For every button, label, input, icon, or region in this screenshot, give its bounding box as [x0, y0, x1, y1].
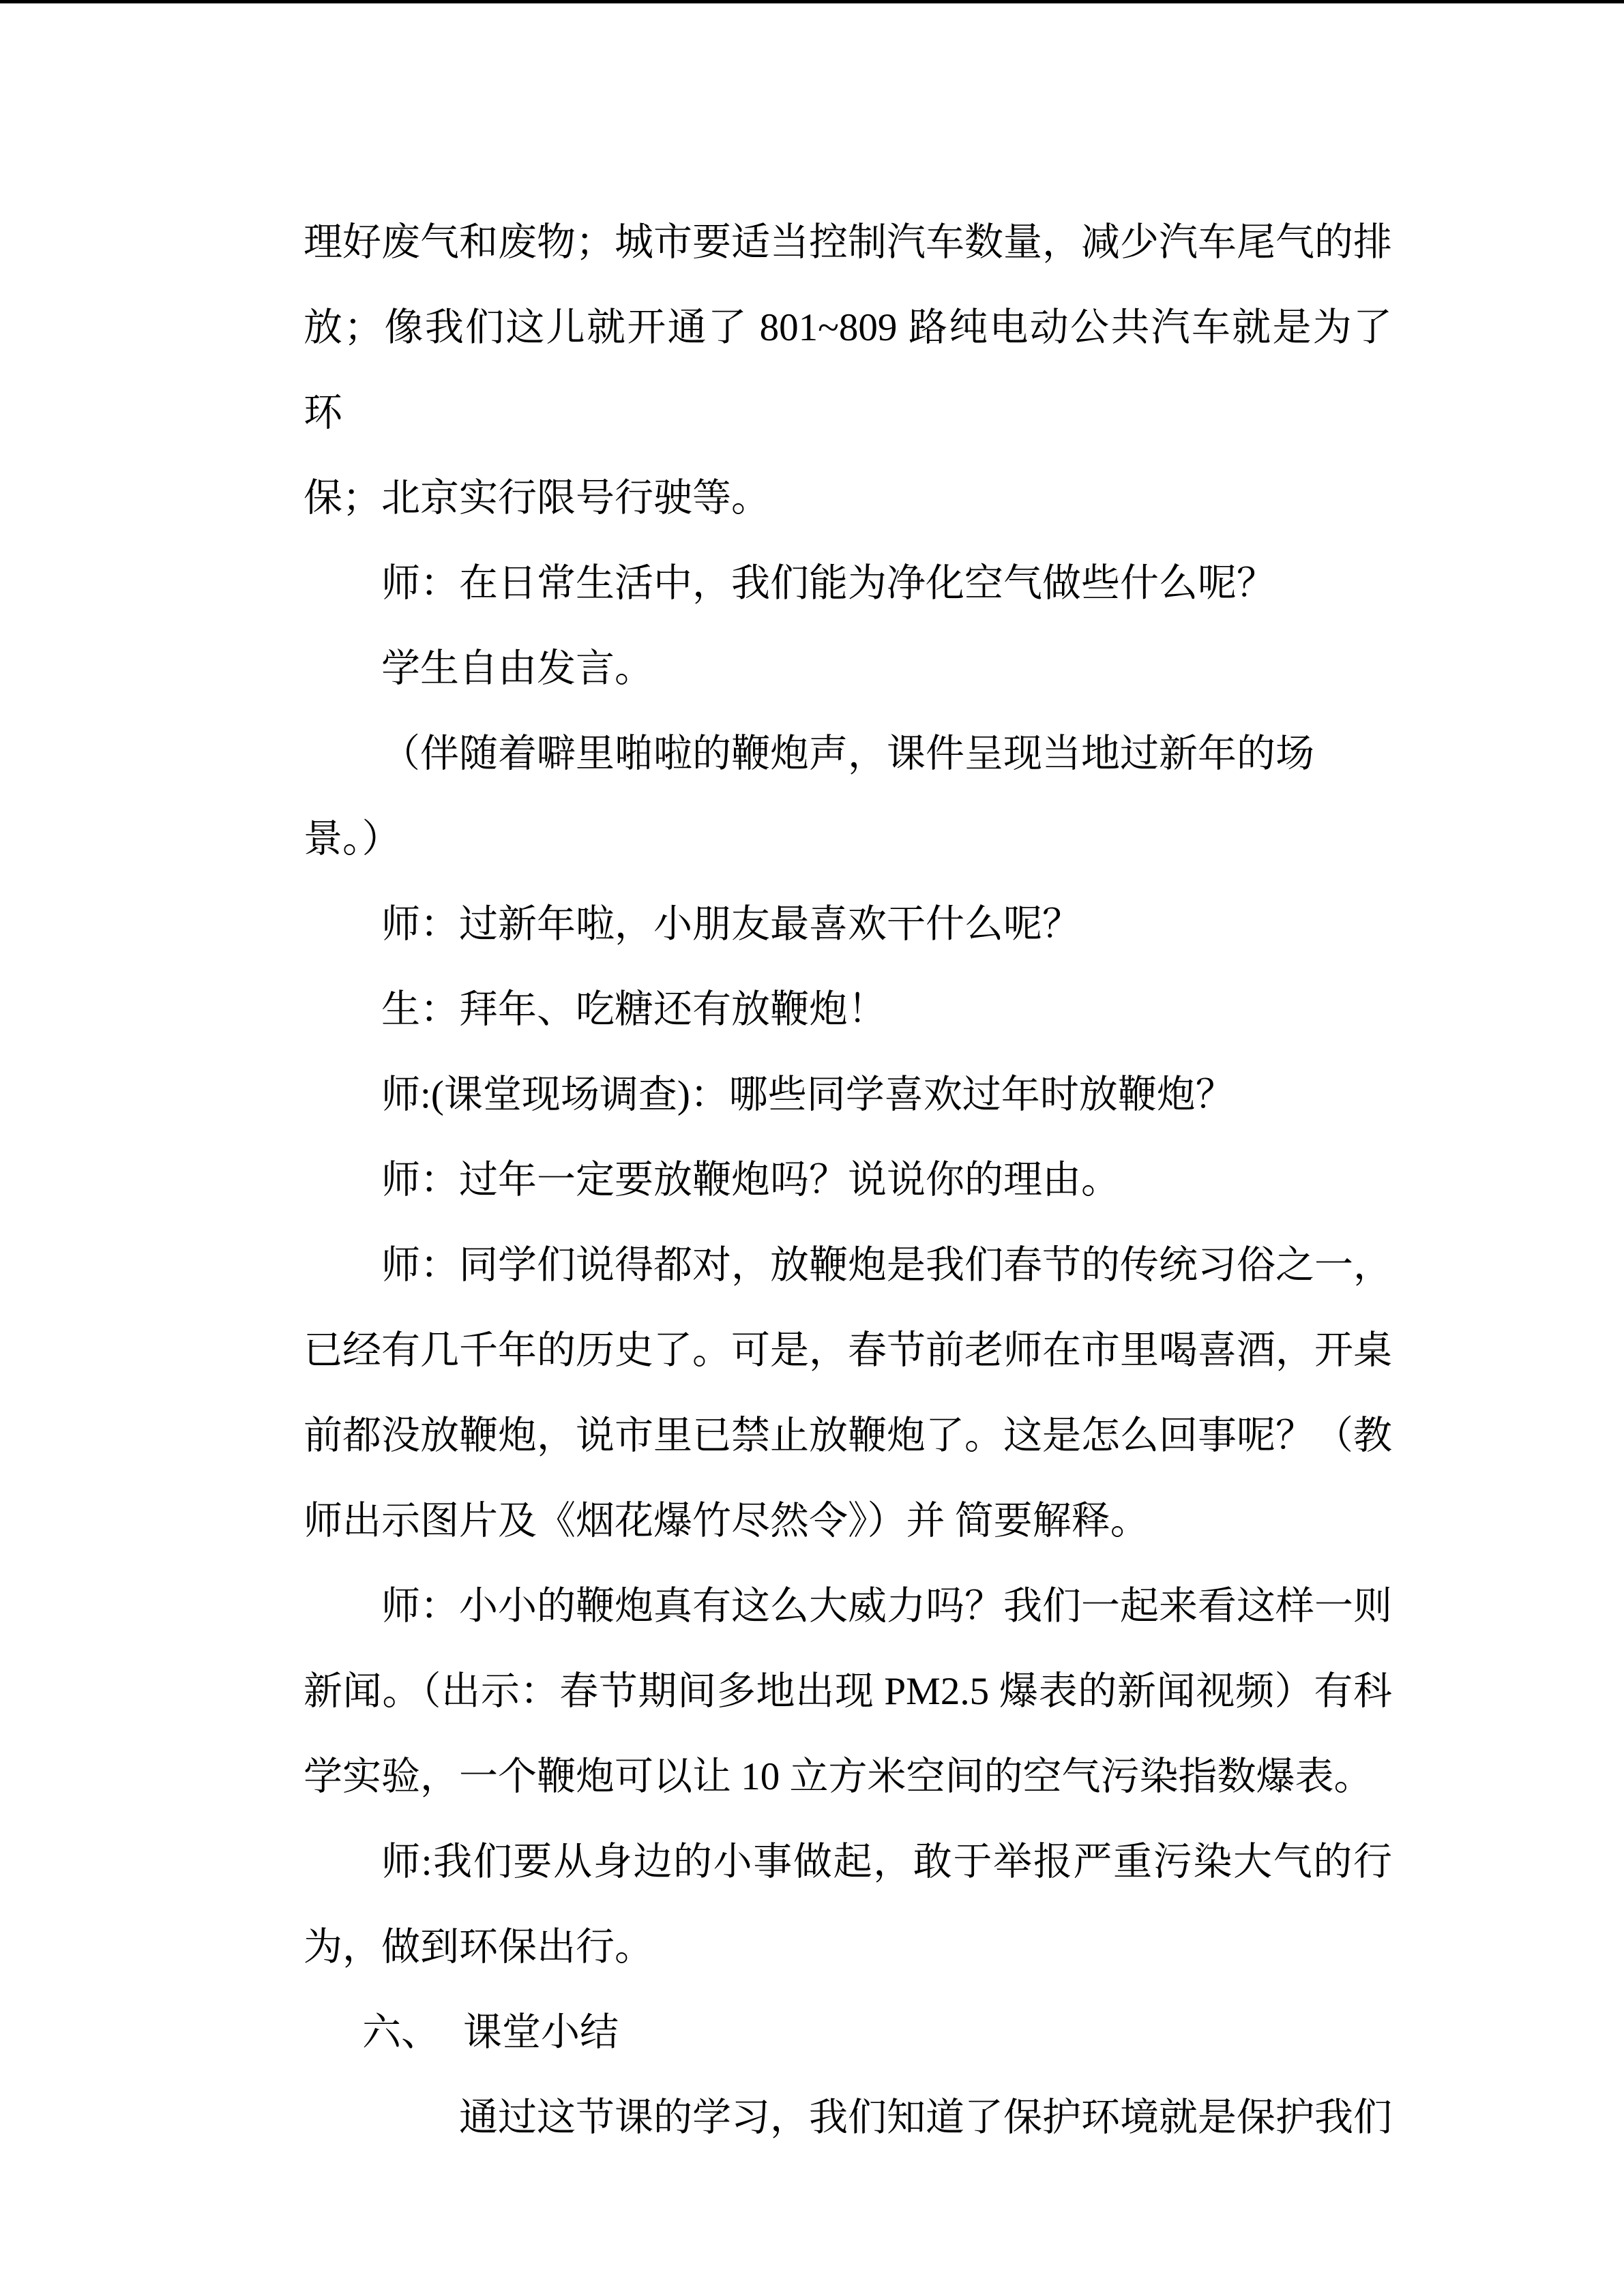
text-line: 生：拜年、吃糖还有放鞭炮！: [381, 988, 887, 1031]
text-line: 放；像我们这儿就开通了 801~809 路纯电动公共汽车就是为了环: [304, 306, 1392, 434]
text-line: 师:我们要从身边的小事做起，敢于举报严重污染大气的行: [381, 1840, 1392, 1883]
text-line: 学实验，一个鞭炮可以让 10 立方米空间的空气污染指数爆表。: [304, 1755, 1373, 1798]
text-line: 通过这节课的学习，我们知道了保护环境就是保护我们: [459, 2096, 1392, 2139]
text-line: 前都没放鞭炮，说市里已禁止放鞭炮了。这是怎么回事呢？（教: [304, 1414, 1392, 1457]
text-line: 师:(课堂现场调查)：哪些同学喜欢过年时放鞭炮？: [381, 1073, 1235, 1116]
text-line: （伴随着噼里啪啦的鞭炮声，课件呈现当地过新年的场: [381, 732, 1314, 775]
text-line: 师：在日常生活中，我们能为净化空气做些什么呢？: [381, 562, 1275, 605]
text-line: 学生自由发言。: [381, 647, 653, 690]
text-line: 师：过新年啦，小朋友最喜欢干什么呢？: [381, 903, 1081, 946]
text-line: 师：同学们说得都对，放鞭炮是我们春节的传统习俗之一，: [381, 1244, 1392, 1287]
text-line: 保；北京实行限号行驶等。: [304, 477, 770, 520]
text-line: 师：过年一定要放鞭炮吗？说说你的理由。: [381, 1159, 1120, 1202]
text-line: 为，做到环保出行。: [304, 1926, 653, 1969]
page-top-border: [0, 0, 1624, 3]
heading-text: 课堂小结: [463, 2011, 619, 2054]
text-line: 已经有几千年的历史了。可是，春节前老师在市里喝喜酒，开桌: [304, 1329, 1392, 1372]
text-line: 师：小小的鞭炮真有这么大威力吗？我们一起来看这样一则: [381, 1585, 1392, 1628]
text-line: 景。）: [304, 818, 401, 861]
text-line: 理好废气和废物；城市要适当控制汽车数量，减少汽车尾气的排: [304, 221, 1392, 264]
section-heading: [304, 1990, 1392, 2075]
list-number: 六、: [362, 2011, 440, 2054]
text-line: 新闻。（出示：春节期间多地出现 PM2.5 爆表的新闻视频）有科: [304, 1670, 1392, 1713]
document-body: [304, 200, 1392, 2160]
text-line: 师出示图片及《烟花爆竹尽然令》）并 简要解释。: [304, 1500, 1149, 1542]
